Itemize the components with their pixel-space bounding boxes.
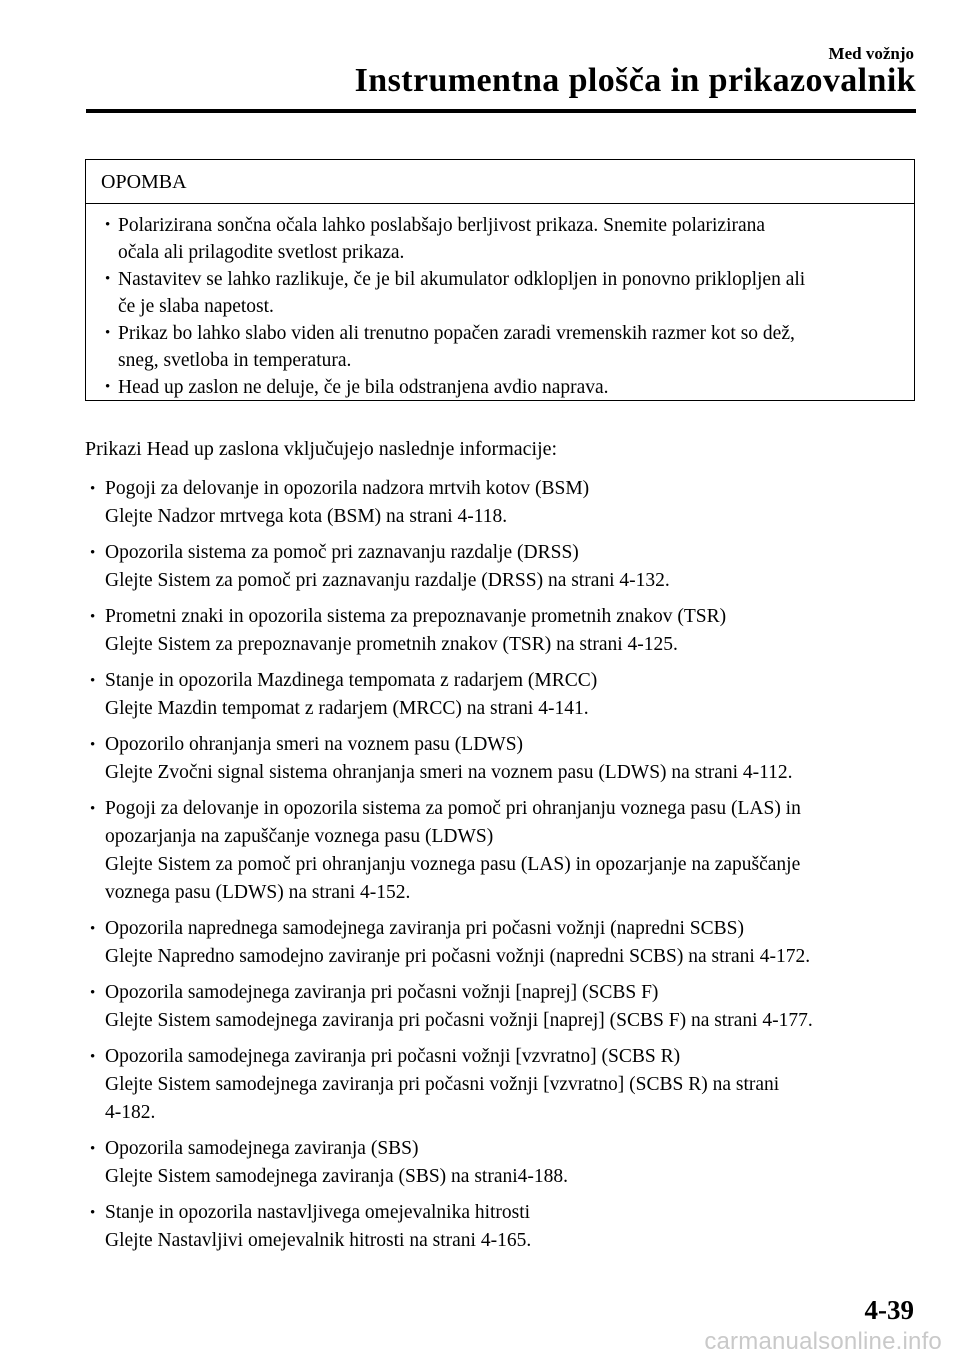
item-title: Stanje in opozorila nastavljivega omejevalnika hitrosti	[105, 1202, 531, 1223]
bullet-icon: •	[90, 985, 96, 1001]
note-item	[105, 320, 904, 374]
list-item	[90, 795, 925, 907]
list-item	[90, 1043, 925, 1127]
list-item	[90, 915, 925, 971]
section-label: Med vožnjo	[828, 44, 914, 63]
chapter-title: Instrumentna plošča in prikazovalnik	[354, 62, 916, 99]
note-text-line: očala ali prilagodite svetlost prikaza.	[118, 242, 405, 263]
item-title: Opozorilo ohranjanja smeri na voznem pasu (LDWS)	[105, 734, 524, 755]
note-text-line: Prikaz bo lahko slabo viden ali trenutno popačen zaradi vremenskih razmer kot so dež,	[118, 323, 795, 344]
bullet-icon: •	[90, 1205, 96, 1221]
item-title: Opozorila naprednega samodejnega zaviranja pri počasni vožnji (napredni SCBS)	[105, 918, 744, 939]
note-title: OPOMBA	[86, 160, 914, 204]
item-title: Stanje in opozorila Mazdinega tempomata z radarjem (MRCC)	[105, 670, 598, 691]
intro-paragraph: Prikazi Head up zaslona vključujejo naslednje informacije:	[85, 438, 558, 460]
bullet-icon: •	[90, 737, 96, 753]
item-reference: Glejte Napredno samodejno zaviranje pri počasni vožnji (napredni SCBS) na strani 4-172.	[105, 946, 811, 967]
bullet-icon: •	[90, 1049, 96, 1065]
item-reference: Glejte Sistem samodejnega zaviranja (SBS) na strani4-188.	[105, 1166, 569, 1187]
item-reference: Glejte Sistem samodejnega zaviranja pri počasni vožnji [vzvratno] (SCBS R) na strani	[105, 1074, 780, 1095]
item-reference: 4-182.	[105, 1102, 156, 1123]
page-number: 4-39	[864, 1295, 914, 1325]
item-reference: Glejte Sistem samodejnega zaviranja pri počasni vožnji [naprej] (SCBS F) na strani 4-177.	[105, 1010, 813, 1031]
item-reference: Glejte Sistem za prepoznavanje prometnih znakov (TSR) na strani 4-125.	[105, 634, 678, 655]
note-list	[86, 204, 914, 401]
bullet-icon: •	[90, 481, 96, 497]
item-title: Opozorila samodejnega zaviranja pri počasni vožnji [vzvratno] (SCBS R)	[105, 1046, 681, 1067]
info-list	[90, 475, 925, 1263]
bullet-icon: •	[105, 325, 111, 341]
note-box	[85, 159, 915, 401]
bullet-icon: •	[90, 801, 96, 817]
note-item	[105, 374, 904, 401]
item-title: Prometni znaki in opozorila sistema za prepoznavanje prometnih znakov (TSR)	[105, 606, 727, 627]
item-title: Opozorila sistema za pomoč pri zaznavanju razdalje (DRSS)	[105, 542, 579, 563]
item-reference: Glejte Nadzor mrtvega kota (BSM) na strani 4-118.	[105, 506, 508, 527]
list-item	[90, 603, 925, 659]
bullet-icon: •	[90, 673, 96, 689]
list-item	[90, 475, 925, 531]
item-reference: voznega pasu (LDWS) na strani 4-152.	[105, 882, 411, 903]
item-title: Pogoji za delovanje in opozorila sistema za pomoč pri ohranjanju voznega pasu (LAS) in	[105, 798, 801, 819]
item-reference: Glejte Zvočni signal sistema ohranjanja smeri na voznem pasu (LDWS) na strani 4-112.	[105, 762, 793, 783]
item-reference: Glejte Mazdin tempomat z radarjem (MRCC) na strani 4-141.	[105, 698, 589, 719]
watermark: carmanualsonline.info	[704, 1328, 942, 1355]
bullet-icon: •	[90, 921, 96, 937]
note-text-line: Polarizirana sončna očala lahko poslabšajo berljivost prikaza. Snemite polarizirana	[118, 215, 766, 236]
item-reference: Glejte Nastavljivi omejevalnik hitrosti na strani 4-165.	[105, 1230, 532, 1251]
bullet-icon: •	[90, 609, 96, 625]
bullet-icon: •	[105, 217, 111, 233]
note-text-line: Head up zaslon ne deluje, če je bila odstranjena avdio naprava.	[118, 377, 609, 398]
item-title: opozarjanja na zapuščanje voznega pasu (LDWS)	[105, 826, 494, 847]
bullet-icon: •	[105, 271, 111, 287]
note-item	[105, 266, 904, 320]
note-text-line: Nastavitev se lahko razlikuje, če je bil akumulator odklopljen in ponovno priklopljen ali	[118, 269, 806, 290]
note-text-line: sneg, svetloba in temperatura.	[118, 350, 352, 371]
bullet-icon: •	[90, 1141, 96, 1157]
list-item	[90, 1199, 925, 1255]
header-rule	[86, 109, 916, 113]
note-text-line: če je slaba napetost.	[118, 296, 274, 317]
list-item	[90, 731, 925, 787]
list-item	[90, 539, 925, 595]
list-item	[90, 1135, 925, 1191]
item-reference: Glejte Sistem za pomoč pri ohranjanju voznega pasu (LAS) in opozarjanje na zapuščanje	[105, 854, 801, 875]
item-reference: Glejte Sistem za pomoč pri zaznavanju razdalje (DRSS) na strani 4-132.	[105, 570, 670, 591]
note-item	[105, 212, 904, 266]
item-title: Opozorila samodejnega zaviranja (SBS)	[105, 1138, 419, 1159]
item-title: Pogoji za delovanje in opozorila nadzora mrtvih kotov (BSM)	[105, 478, 590, 499]
list-item	[90, 667, 925, 723]
item-title: Opozorila samodejnega zaviranja pri počasni vožnji [naprej] (SCBS F)	[105, 982, 659, 1003]
bullet-icon: •	[105, 379, 111, 395]
list-item	[90, 979, 925, 1035]
bullet-icon: •	[90, 545, 96, 561]
